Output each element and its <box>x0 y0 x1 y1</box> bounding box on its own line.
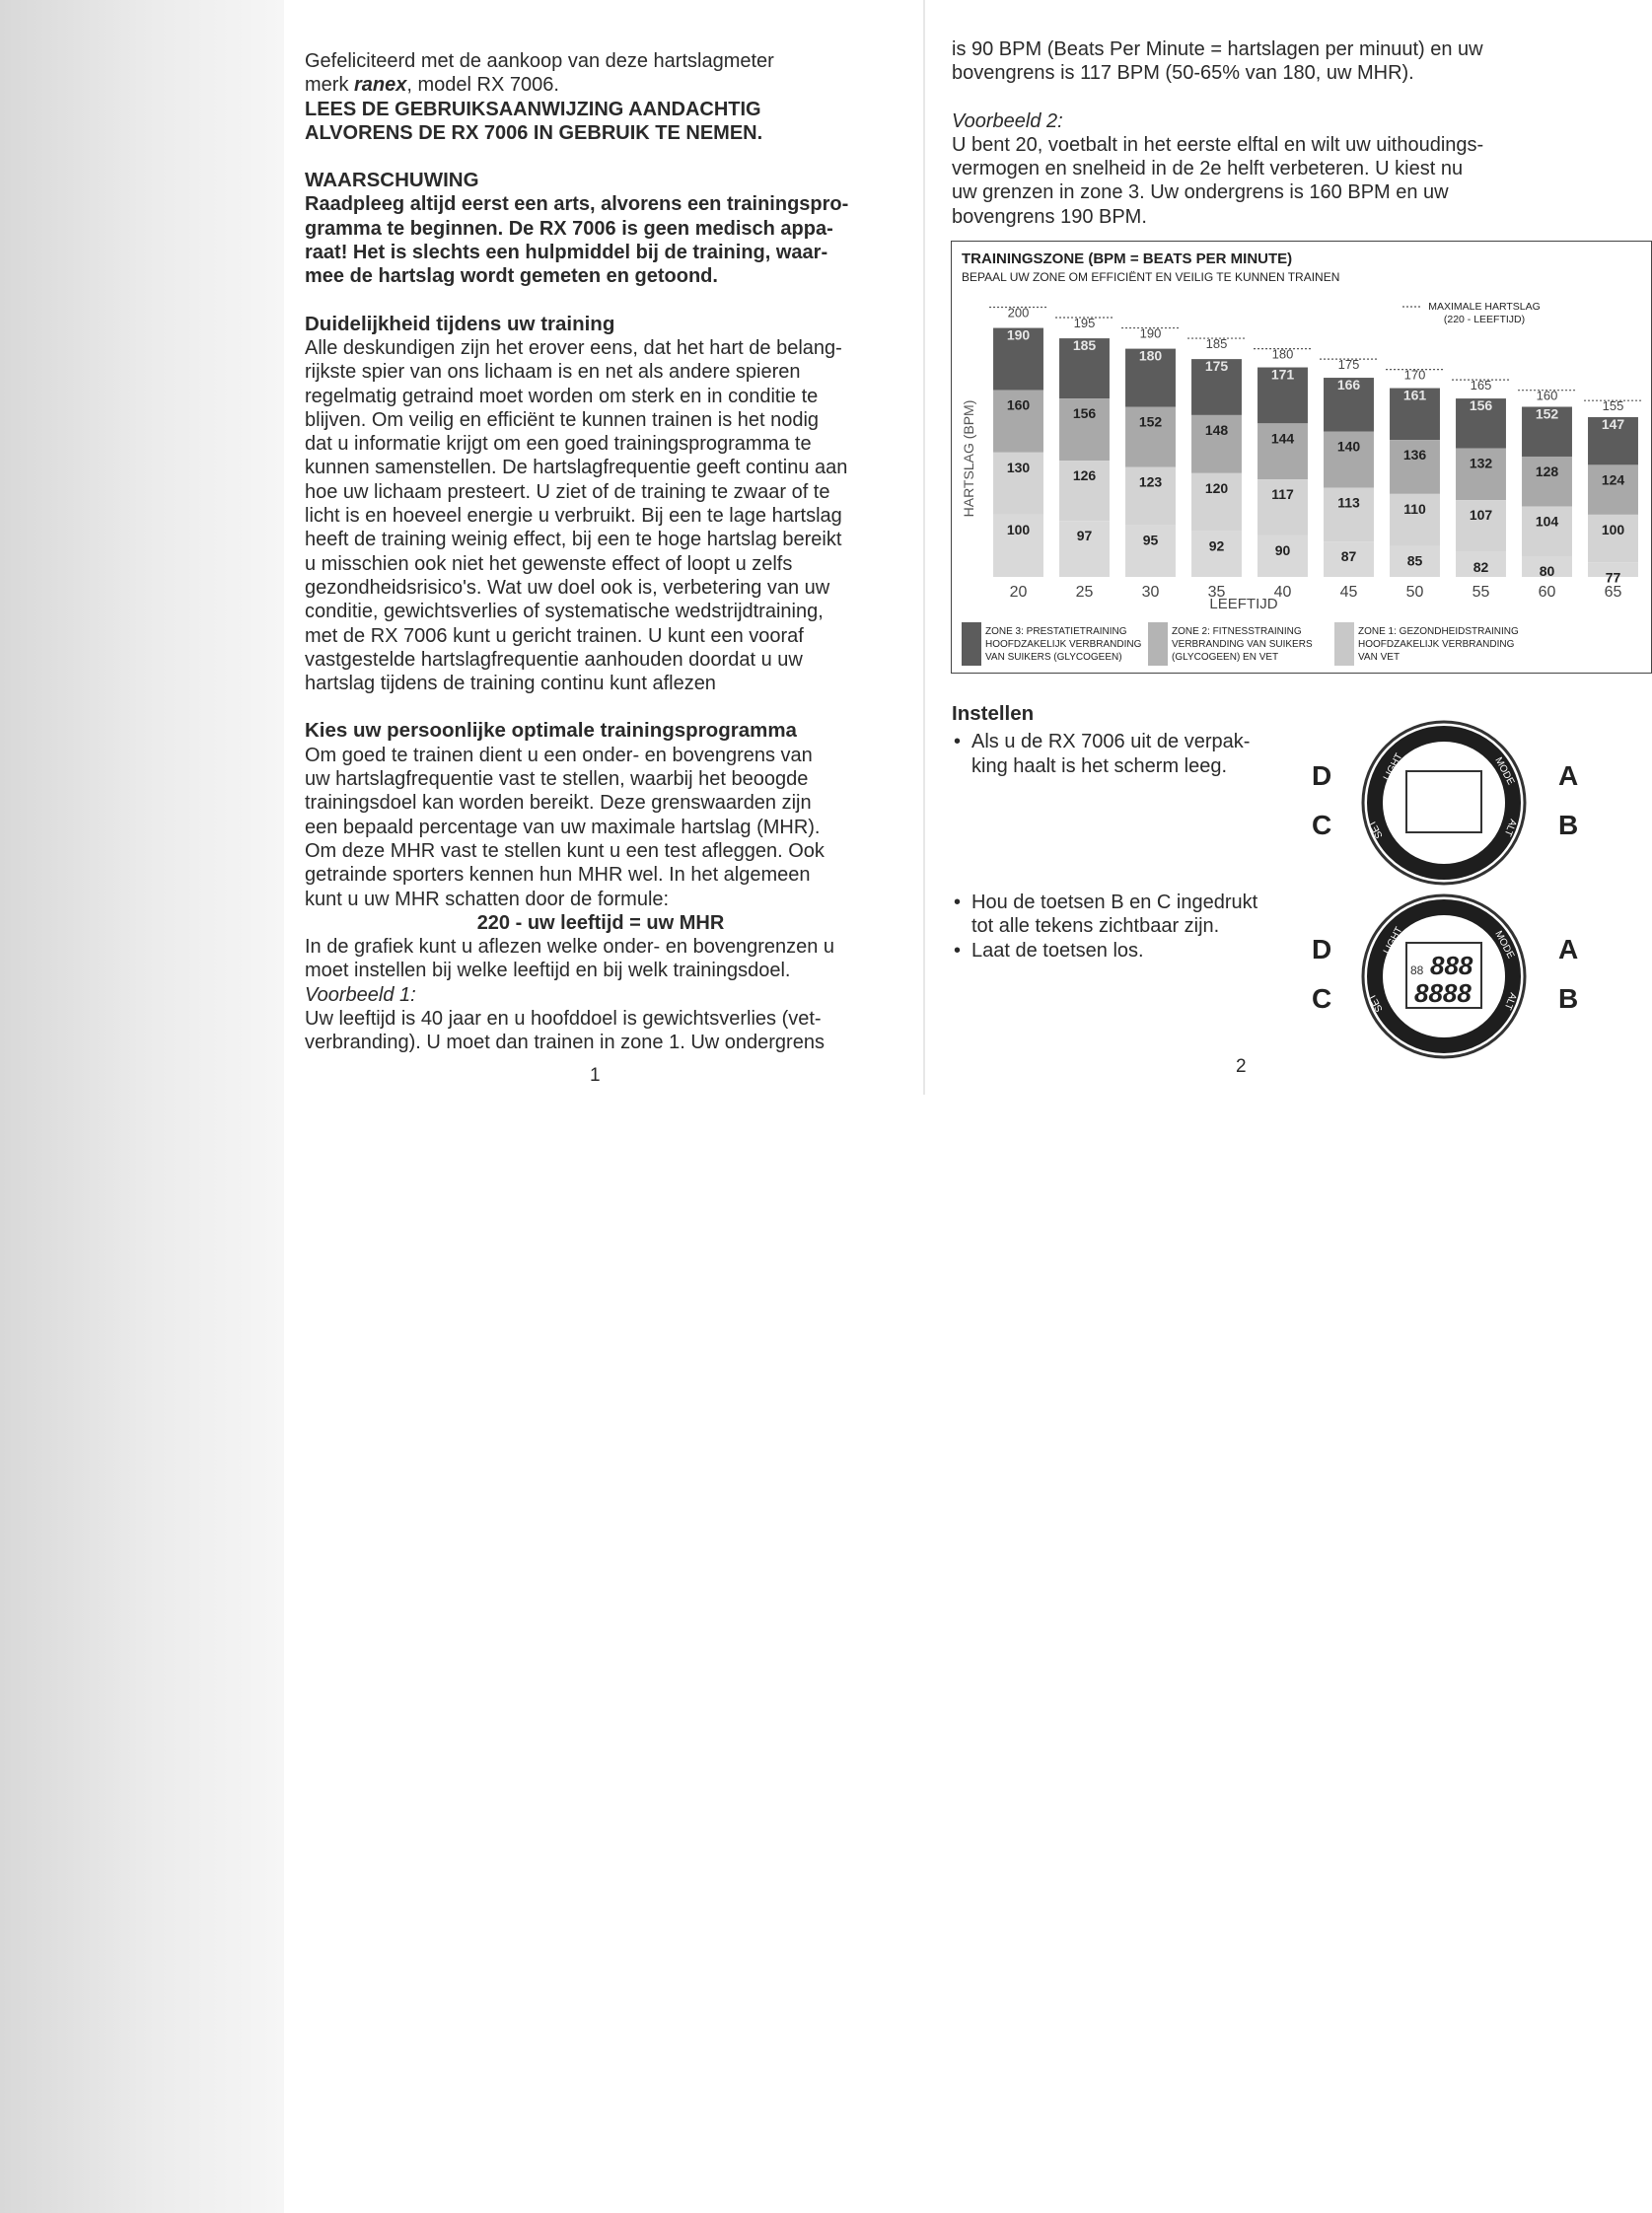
setup-section <box>952 702 1277 778</box>
button-d-label: D <box>1312 760 1332 791</box>
bar-value-label: 97 <box>1076 528 1093 544</box>
warning-line: Raadpleeg altijd eerst een arts, alvorens een trainingspro- <box>305 193 849 216</box>
program-line: kunt u uw MHR schatten door de formule: <box>305 888 670 910</box>
bar-value-label: 120 <box>1204 479 1229 496</box>
bar-value-label: 123 <box>1138 473 1163 490</box>
bar-value-label: 130 <box>1006 459 1031 475</box>
example2-line: uw grenzen in zone 3. Uw ondergrens is 160 BPM en uw <box>952 181 1449 204</box>
example2-text <box>952 133 1529 229</box>
x-tick-labels <box>1010 584 1622 601</box>
max-hr-label: 175 <box>1337 357 1360 373</box>
clarity-line: hartslag tijdens de training continu kunt aflezen <box>305 673 716 695</box>
clarity-line: licht is en hoeveel energie u verbruikt. Bij een te lage hartslag <box>305 505 842 528</box>
button-c-label: C <box>1312 810 1332 840</box>
bar-value-label: 80 <box>1539 562 1555 579</box>
x-tick-label: 60 <box>1538 584 1556 601</box>
page2-column <box>952 37 1529 229</box>
continued-line: is 90 BPM (Beats Per Minute = hartslagen per minuut) en uw <box>952 38 1483 60</box>
bar-value-label: 180 <box>1138 347 1163 364</box>
program-heading: Kies uw persoonlijke optimale trainingsprogramma <box>305 719 797 743</box>
intro-line2: merk ranex, model RX 7006. <box>305 74 559 97</box>
bar-value-label: 128 <box>1535 463 1559 479</box>
button2-c-label: C <box>1312 983 1332 1014</box>
scan-shadow <box>0 0 284 2213</box>
bar-value-label: 92 <box>1208 537 1225 554</box>
legend-zone2-swatch <box>1148 622 1168 666</box>
ring-label-light: LIGHT <box>1381 751 1405 783</box>
x-tick-label: 65 <box>1604 584 1622 601</box>
x-tick-label: 50 <box>1405 584 1424 601</box>
clarity-line: u misschien ook niet het gewenste effect of loopt u zelfs <box>305 552 793 575</box>
bar-value-label: 117 <box>1271 486 1294 503</box>
program-line: Om goed te trainen dient u een onder- en bovengrens van <box>305 744 813 766</box>
ring2-label-light: LIGHT <box>1381 925 1405 957</box>
clarity-line: Alle deskundigen zijn het erover eens, dat het hart de belang- <box>305 336 842 359</box>
clarity-heading: Duidelijkheid tijdens uw training <box>305 312 615 335</box>
setup-bullet-1: • Als u de RX 7006 uit de verpak- king haalt is het scherm leeg. <box>952 730 1277 778</box>
program-text <box>305 744 897 911</box>
bar-value-label: 152 <box>1138 413 1163 430</box>
legend-zone1-line1: ZONE 1: GEZONDHEIDSTRAINING <box>1358 626 1519 637</box>
legend-zone3-line3: VAN SUIKERS (GLYCOGEEN) <box>985 652 1122 663</box>
bar-value-label: 82 <box>1472 558 1489 575</box>
warning-heading: WAARSCHUWING <box>305 169 479 192</box>
bar-value-label: 185 <box>1072 337 1097 354</box>
setup-bullets-2 <box>952 891 1297 963</box>
button2-b-label: B <box>1558 983 1579 1014</box>
clarity-line: regelmatig getraind moet worden om sterk en in conditie te <box>305 385 819 407</box>
watch-full-display <box>1304 890 1586 1063</box>
max-hr-label: 180 <box>1271 346 1294 362</box>
x-axis-label: LEEFTIJD <box>1209 596 1278 612</box>
program-line: getrainde sporters kennen hun MHR wel. In het algemeen <box>305 864 811 887</box>
ring2-label-mode: MODE <box>1492 929 1517 961</box>
max-hr-label: 185 <box>1205 336 1228 352</box>
bar-value-label: 160 <box>1006 396 1031 413</box>
legend-zone3-swatch <box>962 622 981 666</box>
bar-value-label: 110 <box>1403 500 1426 517</box>
watch-screen <box>1406 771 1481 832</box>
example1-text <box>305 1007 897 1055</box>
bar-value-label: 95 <box>1142 532 1159 548</box>
bar-value-label: 161 <box>1402 387 1427 403</box>
bar-value-label: 140 <box>1336 438 1361 455</box>
watch-empty-screen <box>1304 716 1586 890</box>
example1-label: Voorbeeld 1: <box>305 983 416 1006</box>
legend-zone2-line1: ZONE 2: FITNESSTRAINING <box>1172 626 1302 637</box>
setup-bullet-2: • Hou de toetsen B en C ingedrukt tot alle tekens zichtbaar zijn. <box>952 891 1297 939</box>
example2-label: Voorbeeld 2: <box>952 109 1063 132</box>
display-bottom-digits: 8888 <box>1414 978 1472 1008</box>
continued-line: bovengrens is 117 BPM (50-65% van 180, uw MHR). <box>952 62 1414 85</box>
y-axis-label: HARTSLAG (BPM) <box>961 399 976 518</box>
clarity-line: kunnen samenstellen. De hartslagfrequentie geeft continu aan <box>305 457 848 479</box>
clarity-line: conditie, gewichtsverlies of systematische wedstrijdtraining, <box>305 601 824 623</box>
legend-zone2-line3: (GLYCOGEEN) EN VET <box>1172 652 1279 663</box>
legend-zone1-line2: HOOFDZAKELIJK VERBRANDING <box>1358 639 1515 650</box>
ring2-label-alt: ALT <box>1501 990 1519 1012</box>
page-fold <box>923 0 925 1095</box>
program-line: een bepaald percentage van uw maximale hartslag (MHR). <box>305 816 821 838</box>
program-text-2 <box>305 935 897 983</box>
page1-column <box>305 49 897 1055</box>
x-tick-label: 25 <box>1075 584 1094 601</box>
bar-value-label: 156 <box>1469 397 1493 414</box>
bar-value-label: 124 <box>1601 471 1625 488</box>
program2-line: In de grafiek kunt u aflezen welke onder- en bovengrenzen u <box>305 936 835 959</box>
bar-value-label: 85 <box>1406 552 1423 569</box>
chart-title: TRAININGSZONE (BPM = BEATS PER MINUTE) <box>962 250 1293 267</box>
clarity-line: met de RX 7006 kunt u gericht trainen. U kunt een vooraf <box>305 624 804 647</box>
bar-value-label: 152 <box>1535 405 1559 422</box>
x-tick-label: 45 <box>1339 584 1358 601</box>
clarity-text <box>305 336 897 695</box>
bar-value-label: 190 <box>1006 326 1031 343</box>
example2-line: bovengrens 190 BPM. <box>952 205 1147 228</box>
instruction-caps-1: LEES DE GEBRUIKSAANWIJZING AANDACHTIG <box>305 98 761 120</box>
warning-line: gramma te beginnen. De RX 7006 is geen medisch appa- <box>305 217 833 240</box>
max-legend-label-2: (220 - LEEFTIJD) <box>1443 314 1526 325</box>
bar-value-label: 113 <box>1337 494 1360 511</box>
max-hr-label: 170 <box>1403 367 1426 383</box>
setup-bullets-1 <box>952 730 1277 778</box>
clarity-line: gezondheidsrisico's. Wat uw doel ook is, verbetering van uw <box>305 576 830 599</box>
clarity-line: vastgestelde hartslagfrequentie aanhouden doordat u uw <box>305 648 803 671</box>
clarity-line: dat u informatie krijgt om een goed trainingsprogramma te <box>305 433 812 456</box>
legend-zone1-swatch <box>1334 622 1354 666</box>
trainingzone-chart <box>951 241 1652 674</box>
legend-zone3-line1: ZONE 3: PRESTATIETRAINING <box>985 626 1127 637</box>
example2-line: U bent 20, voetbalt in het eerste elftal en wilt uw uithoudings- <box>952 133 1484 156</box>
bar-value-label: 100 <box>1601 521 1625 537</box>
bar-value-label: 107 <box>1469 507 1493 524</box>
legend-zone3-line2: HOOFDZAKELIJK VERBRANDING <box>985 639 1142 650</box>
ring-label-alt: ALT <box>1501 817 1519 838</box>
clarity-line: heeft de training weinig effect, bij een te hoge hartslag bereikt <box>305 529 842 551</box>
ring-label-set: SET <box>1366 818 1386 840</box>
bar-value-label: 148 <box>1204 421 1229 438</box>
button-b-label: B <box>1558 810 1579 840</box>
button2-a-label: A <box>1558 934 1579 964</box>
program2-line: moet instellen bij welke leeftijd en bij welk trainingsdoel. <box>305 960 791 982</box>
clarity-line: blijven. Om veilig en efficiënt te kunnen trainen is het nodig <box>305 408 820 431</box>
setup-bullet-3: • Laat de toetsen los. <box>952 939 1297 963</box>
example1-line: Uw leeftijd is 40 jaar en u hoofddoel is gewichtsverlies (vet- <box>305 1007 822 1030</box>
program-line: uw hartslagfrequentie vast te stellen, waarbij het beoogde <box>305 768 809 791</box>
bar-value-label: 87 <box>1340 548 1357 565</box>
example1-line: verbranding). U moet dan trainen in zone 1. Uw ondergrens <box>305 1032 825 1054</box>
program-line: trainingsdoel kan worden bereikt. Deze grenswaarden zijn <box>305 792 812 815</box>
x-tick-label: 35 <box>1207 584 1226 601</box>
bar-value-label: 100 <box>1006 521 1031 537</box>
instruction-caps-2: ALVORENS DE RX 7006 IN GEBRUIK TE NEMEN. <box>305 121 763 144</box>
bar-value-label: 171 <box>1270 366 1295 383</box>
x-tick-label: 20 <box>1009 584 1028 601</box>
max-hr-label: 165 <box>1470 378 1492 393</box>
ring2-label-set: SET <box>1366 991 1386 1014</box>
bars-group <box>989 306 1642 586</box>
program-line: Om deze MHR vast te stellen kunt u een test afleggen. Ook <box>305 839 825 862</box>
setup-heading: Instellen <box>952 702 1035 725</box>
setup-section-2 <box>952 891 1297 963</box>
max-hr-label: 195 <box>1073 316 1096 331</box>
bar-value-label: 144 <box>1270 430 1295 447</box>
example2-line: vermogen en snelheid in de 2e helft verbeteren. U kiest nu <box>952 158 1464 180</box>
bar-value-label: 132 <box>1469 455 1493 471</box>
x-tick-label: 40 <box>1273 584 1292 601</box>
warning-line: mee de hartslag wordt gemeten en getoond. <box>305 265 718 288</box>
page-number-2: 2 <box>1236 1056 1247 1077</box>
clarity-line: rijkste spier van ons lichaam is en net als andere spieren <box>305 361 801 384</box>
intro-line1: Gefeliciteerd met de aankoop van deze hartslagmeter <box>305 50 774 72</box>
max-hr-label: 155 <box>1602 398 1624 414</box>
bar-value-label: 77 <box>1605 569 1621 586</box>
display-small-digits: 88 <box>1410 964 1424 977</box>
x-tick-label: 55 <box>1472 584 1490 601</box>
bar-value-label: 136 <box>1402 447 1427 464</box>
display-top-digits: 888 <box>1430 951 1473 980</box>
legend-zone2-line2: VERBRANDING VAN SUIKERS <box>1172 639 1313 650</box>
page-number-1: 1 <box>590 1065 601 1086</box>
bar-value-label: 166 <box>1336 377 1361 393</box>
clarity-line: hoe uw lichaam presteert. U ziet of de training te zwaar of te <box>305 480 830 503</box>
chart-svg <box>952 242 1650 672</box>
warning-text <box>305 192 897 288</box>
bar-value-label: 126 <box>1072 467 1097 484</box>
bar-value-label: 104 <box>1535 513 1559 530</box>
bar-value-label: 156 <box>1072 405 1097 422</box>
bar-value-label: 175 <box>1204 358 1229 375</box>
bar-value-label: 147 <box>1601 416 1625 433</box>
max-hr-label: 190 <box>1139 325 1162 341</box>
chart-subtitle: BEPAAL UW ZONE OM EFFICIËNT EN VEILIG TE KUNNEN TRAINEN <box>962 270 1340 284</box>
max-hr-label: 200 <box>1007 305 1030 321</box>
legend-zone1-line3: VAN VET <box>1358 652 1401 663</box>
max-hr-label: 160 <box>1536 388 1558 403</box>
continued-text <box>952 37 1529 86</box>
warning-line: raat! Het is slechts een hulpmiddel bij de training, waar- <box>305 242 828 264</box>
mhr-formula: 220 - uw leeftijd = uw MHR <box>476 911 725 934</box>
button2-d-label: D <box>1312 934 1332 964</box>
button-a-label: A <box>1558 760 1579 791</box>
ring-label-mode: MODE <box>1492 755 1517 787</box>
brand-name: ranex <box>354 74 407 97</box>
max-legend-label-1: MAXIMALE HARTSLAG <box>1428 301 1541 313</box>
x-tick-label: 30 <box>1141 584 1160 601</box>
bar-value-label: 90 <box>1274 541 1291 558</box>
